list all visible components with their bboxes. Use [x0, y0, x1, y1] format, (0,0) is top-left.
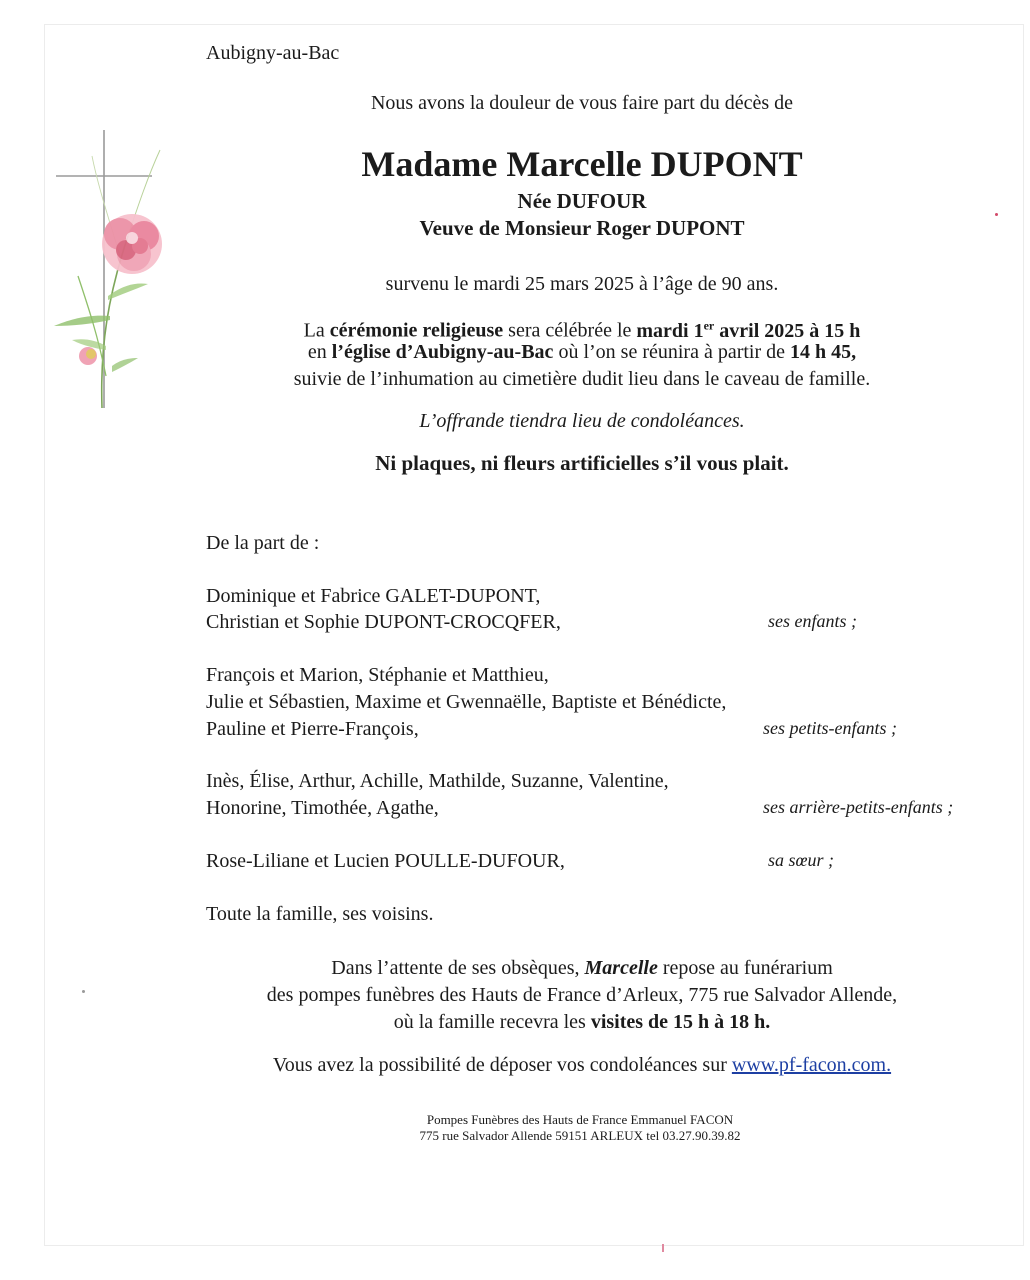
death-info: survenu le mardi 25 mars 2025 à l’âge de 90 ans. — [385, 273, 779, 295]
sister-label: sa sœur ; — [768, 850, 835, 870]
ceremony-line-3: suivie de l’inhumation au cimetière dudit lieu dans le caveau de famille. — [293, 368, 871, 390]
grandchildren-line-3: Pauline et Pierre-François, — [206, 718, 419, 740]
others-line: Toute la famille, ses voisins. — [206, 903, 434, 925]
ceremony-line-2: en l’église d’Aubigny-au-Bac où l’on se réunira à partir de 14 h 45, — [307, 341, 857, 363]
great-grandchildren-line-2: Honorine, Timothée, Agathe, — [206, 797, 439, 819]
condolences-line: Vous avez la possibilité de déposer vos condoléances sur www.pf-facon.com. — [272, 1054, 892, 1076]
widow-of: Veuve de Monsieur Roger DUPONT — [419, 216, 745, 240]
footer-address: 775 rue Salvador Allende 59151 ARLEUX tel 03.27.90.39.82 — [419, 1128, 741, 1143]
intro-text: Nous avons la douleur de vous faire part du décès de — [370, 92, 794, 114]
footer-company: Pompes Funèbres des Hauts de France Emmanuel FACON — [426, 1112, 734, 1127]
ceremony-line-1: La cérémonie religieuse sera célébrée le mardi 1er avril 2025 à 15 h — [303, 318, 861, 342]
no-flowers-note: Ni plaques, ni fleurs artificielles s’il vous plait. — [375, 451, 789, 475]
children-line-1: Dominique et Fabrice GALET-DUPONT, — [206, 585, 541, 607]
grandchildren-line-2: Julie et Sébastien, Maxime et Gwennaëlle, Baptiste et Bénédicte, — [206, 691, 727, 713]
scan-speck — [82, 990, 85, 993]
maiden-name: Née DUFOUR — [517, 189, 647, 213]
from-label: De la part de : — [206, 532, 320, 554]
flower-bud — [79, 347, 97, 365]
viewing-line-3: où la famille recevra les visites de 15 h à 18 h. — [393, 1011, 771, 1033]
deceased-name: Madame Marcelle DUPONT — [361, 144, 803, 184]
great-grandchildren-line-1: Inès, Élise, Arthur, Achille, Mathilde, Suzanne, Valentine, — [206, 770, 669, 792]
location-header: Aubigny-au-Bac — [206, 42, 340, 64]
grandchildren-line-1: François et Marion, Stéphanie et Matthieu, — [206, 664, 549, 686]
scan-speck — [662, 1244, 664, 1252]
great-grandchildren-label: ses arrière-petits-enfants ; — [763, 797, 954, 817]
viewing-line-2: des pompes funèbres des Hauts de France d’Arleux, 775 rue Salvador Allende, — [266, 984, 898, 1006]
children-line-2: Christian et Sophie DUPONT-CROCQFER, — [206, 611, 561, 633]
children-label: ses enfants ; — [768, 611, 857, 631]
grandchildren-label: ses petits-enfants ; — [763, 718, 897, 738]
sister-line: Rose-Liliane et Lucien POULLE-DUFOUR, — [206, 850, 565, 872]
offering-note: L’offrande tiendra lieu de condoléances. — [419, 410, 745, 432]
condolences-link[interactable]: www.pf-facon.com. — [731, 1054, 892, 1076]
viewing-line-1: Dans l’attente de ses obsèques, Marcelle repose au funérarium — [331, 957, 833, 979]
